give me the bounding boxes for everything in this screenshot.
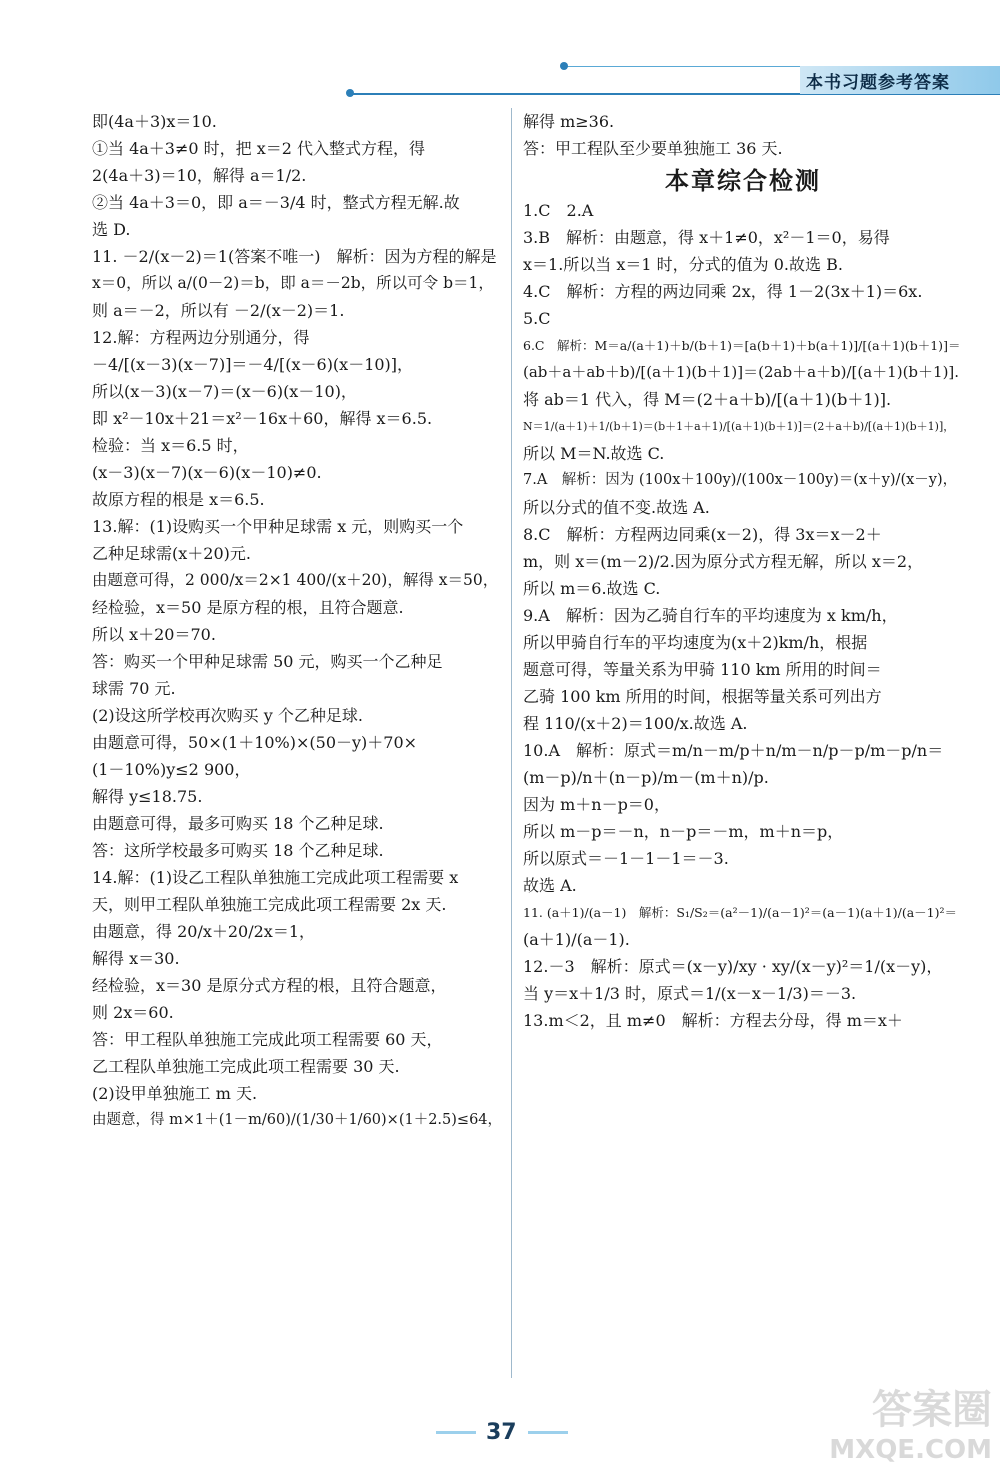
right-column-answers [523, 197, 963, 1034]
text-line: 13.解：(1)设购买一个甲种足球需 x 元，则购买一个 [92, 517, 464, 536]
text-line: (2)设甲单独施工 m 天. [92, 1084, 258, 1103]
text-line: 乙工程队单独施工完成此项工程需要 30 天. [92, 1057, 400, 1076]
column-divider [511, 108, 512, 1378]
page-number: 37 [486, 1420, 517, 1445]
text-line: 2(4a＋3)＝10，解得 a＝1/2. [92, 166, 307, 185]
left-column [92, 108, 502, 1134]
text-line: 所以(x－3)(x－7)＝(x－6)(x－10)， [92, 382, 357, 401]
text-line: ①当 4a＋3≠0 时，把 x＝2 代入整式方程，得 [92, 139, 426, 158]
text-line: 解得 x＝30. [92, 949, 180, 968]
text-line: 所以分式的值不变.故选 A. [523, 498, 710, 517]
text-line: (x－3)(x－7)(x－6)(x－10)≠0. [92, 463, 322, 482]
text-line: (a＋1)/(a－1). [523, 930, 630, 949]
text-line: ②当 4a＋3＝0，即 a＝－3/4 时，整式方程无解.故 [92, 193, 460, 212]
text-line: 即(4a＋3)x＝10. [92, 112, 217, 131]
text-line: 球需 70 元. [92, 679, 176, 698]
text-line: 所以 x＋20＝70. [92, 625, 216, 644]
text-line: 乙骑 100 km 所用的时间，根据等量关系可列出方 [523, 687, 882, 706]
text-line: 经检验，x＝30 是原分式方程的根，且符合题意， [92, 976, 447, 995]
header-rule-thin [565, 66, 800, 67]
right-column-continuation [523, 108, 963, 162]
text-line: 所以 M＝N.故选 C. [523, 444, 665, 463]
text-line: N＝1/(a＋1)＋1/(b＋1)＝(b＋1＋a＋1)/[(a＋1)(b＋1)]＝(2＋a＋b)/[(a＋1)(b＋1)]， [523, 420, 955, 433]
text-line: 1.C 2.A [523, 201, 594, 220]
text-line: 将 ab＝1 代入，得 M＝(2＋a＋b)/[(a＋1)(b＋1)]. [523, 390, 892, 409]
text-line: 故原方程的根是 x＝6.5. [92, 490, 265, 509]
text-line: 由题意可得，50×(1＋10%)×(50－y)＋70× [92, 733, 418, 752]
header-title: 本书习题参考答案 [806, 73, 950, 93]
text-line: 4.C 解析：方程的两边同乘 2x，得 1－2(3x＋1)＝6x. [523, 282, 923, 301]
text-line: 答：购买一个甲种足球需 50 元，购买一个乙种足 [92, 652, 443, 671]
text-line: 答：这所学校最多可购买 18 个乙种足球. [92, 841, 384, 860]
text-line: 题意可得，等量关系为甲骑 110 km 所用的时间＝ [523, 660, 882, 679]
text-line: 14.解：(1)设乙工程队单独施工完成此项工程需要 x [92, 868, 459, 887]
text-line: 7.A 解析：因为 (100x＋100y)/(100x－100y)＝(x＋y)/(x－y)， [523, 472, 958, 488]
text-line: (ab＋a＋ab＋b)/[(a＋1)(b＋1)]＝(2ab＋a＋b)/[(a＋1)(b＋1)]. [523, 363, 960, 381]
watermark-line1: 答案圈 [872, 1387, 992, 1433]
text-line: x＝1.所以当 x＝1 时，分式的值为 0.故选 B. [523, 255, 843, 274]
text-line: 10.A 解析：原式＝m/n－m/p＋n/m－n/p－p/m－p/n＝ [523, 741, 944, 760]
text-line: 检验：当 x＝6.5 时， [92, 436, 249, 455]
footer-decoration [528, 1431, 568, 1434]
text-line: 由题意可得，最多可购买 18 个乙种足球. [92, 814, 384, 833]
section-title: 本章综合检测 [665, 167, 821, 195]
text-line: 3.B 解析：由题意，得 x＋1≠0，x²－1＝0，易得 [523, 228, 890, 247]
text-line: 则 2x＝60. [92, 1003, 174, 1022]
text-line: 由题意，得 20/x＋20/2x＝1， [92, 922, 315, 941]
text-line: 5.C [523, 309, 551, 328]
text-line: (2)设这所学校再次购买 y 个乙种足球. [92, 706, 363, 725]
text-line: 故选 A. [523, 876, 577, 895]
text-line: 程 110/(x＋2)＝100/x.故选 A. [523, 714, 748, 733]
text-line: m，则 x＝(m－2)/2.因为原分式方程无解，所以 x＝2， [523, 552, 924, 571]
header-dot [560, 62, 568, 70]
text-line: －4/[(x－3)(x－7)]＝－4/[(x－6)(x－10)]， [92, 355, 414, 374]
text-line: 乙种足球需(x＋20)元. [92, 544, 251, 563]
text-line: 即 x²－10x＋21＝x²－16x＋60，解得 x＝6.5. [92, 409, 433, 428]
text-line: 天，则甲工程队单独施工完成此项工程需要 2x 天. [92, 895, 447, 914]
text-line: 所以甲骑自行车的平均速度为(x＋2)km/h，根据 [523, 633, 868, 652]
text-line: 12.－3 解析：原式＝(x－y)/xy · xy/(x－y)²＝1/(x－y)， [523, 957, 943, 976]
text-line: 因为 m＋n－p＝0， [523, 795, 670, 814]
text-line: 11. (a＋1)/(a－1) 解析：S₁/S₂＝(a²－1)/(a－1)²＝(a－1)(a＋1)/(a－1)²＝ [523, 905, 957, 920]
watermark [829, 1387, 992, 1470]
text-line: 所以 m＝6.故选 C. [523, 579, 661, 598]
footer-decoration [436, 1431, 476, 1434]
text-line: (m－p)/n＋(n－p)/m－(m＋n)/p. [523, 768, 769, 787]
right-column [523, 108, 963, 1034]
text-line: 11. －2/(x－2)＝1(答案不唯一) 解析：因为方程的解是 [92, 247, 497, 266]
text-line: 8.C 解析：方程两边同乘(x－2)，得 3x＝x－2＋ [523, 525, 882, 544]
text-line: 解得 y≤18.75. [92, 787, 203, 806]
text-line: 12.解：方程两边分别通分，得 [92, 328, 310, 347]
text-line: 13.m＜2，且 m≠0 解析：方程去分母，得 m＝x＋ [523, 1011, 903, 1030]
text-line: 答：甲工程队至少要单独施工 36 天. [523, 139, 783, 158]
text-line: 所以原式＝－1－1－1＝－3. [523, 849, 729, 868]
text-line: (1－10%)y≤2 900， [92, 760, 251, 779]
text-line: 则 a＝－2，所以有 －2/(x－2)＝1. [92, 301, 345, 320]
text-line: x＝0，所以 a/(0－2)＝b，即 a＝－2b，所以可令 b＝1， [92, 274, 494, 292]
text-line: 当 y＝x＋1/3 时，原式＝1/(x－x－1/3)＝－3. [523, 984, 857, 1003]
text-line: 由题意可得，2 000/x＝2×1 400/(x＋20)，解得 x＝50， [92, 571, 499, 589]
text-line: 所以 m－p＝－n，n－p＝－m，m＋n＝p， [523, 822, 844, 841]
text-line: 由题意，得 m×1＋(1－m/60)/(1/30＋1/60)×(1＋2.5)≤64， [92, 1112, 503, 1128]
watermark-line2: MXQE.COM [829, 1435, 992, 1465]
text-line: 选 D. [92, 220, 131, 239]
text-line: 答：甲工程队单独施工完成此项工程需要 60 天， [92, 1030, 443, 1049]
text-line: 9.A 解析：因为乙骑自行车的平均速度为 x km/h， [523, 606, 898, 625]
text-line: 6.C 解析：M＝a/(a＋1)＋b/(b＋1)＝[a(b＋1)＋b(a＋1)]/[(a＋1)(b＋1)]＝ [523, 338, 961, 353]
text-line: 解得 m≥36. [523, 112, 615, 131]
text-line: 经检验，x＝50 是原方程的根，且符合题意. [92, 598, 404, 617]
